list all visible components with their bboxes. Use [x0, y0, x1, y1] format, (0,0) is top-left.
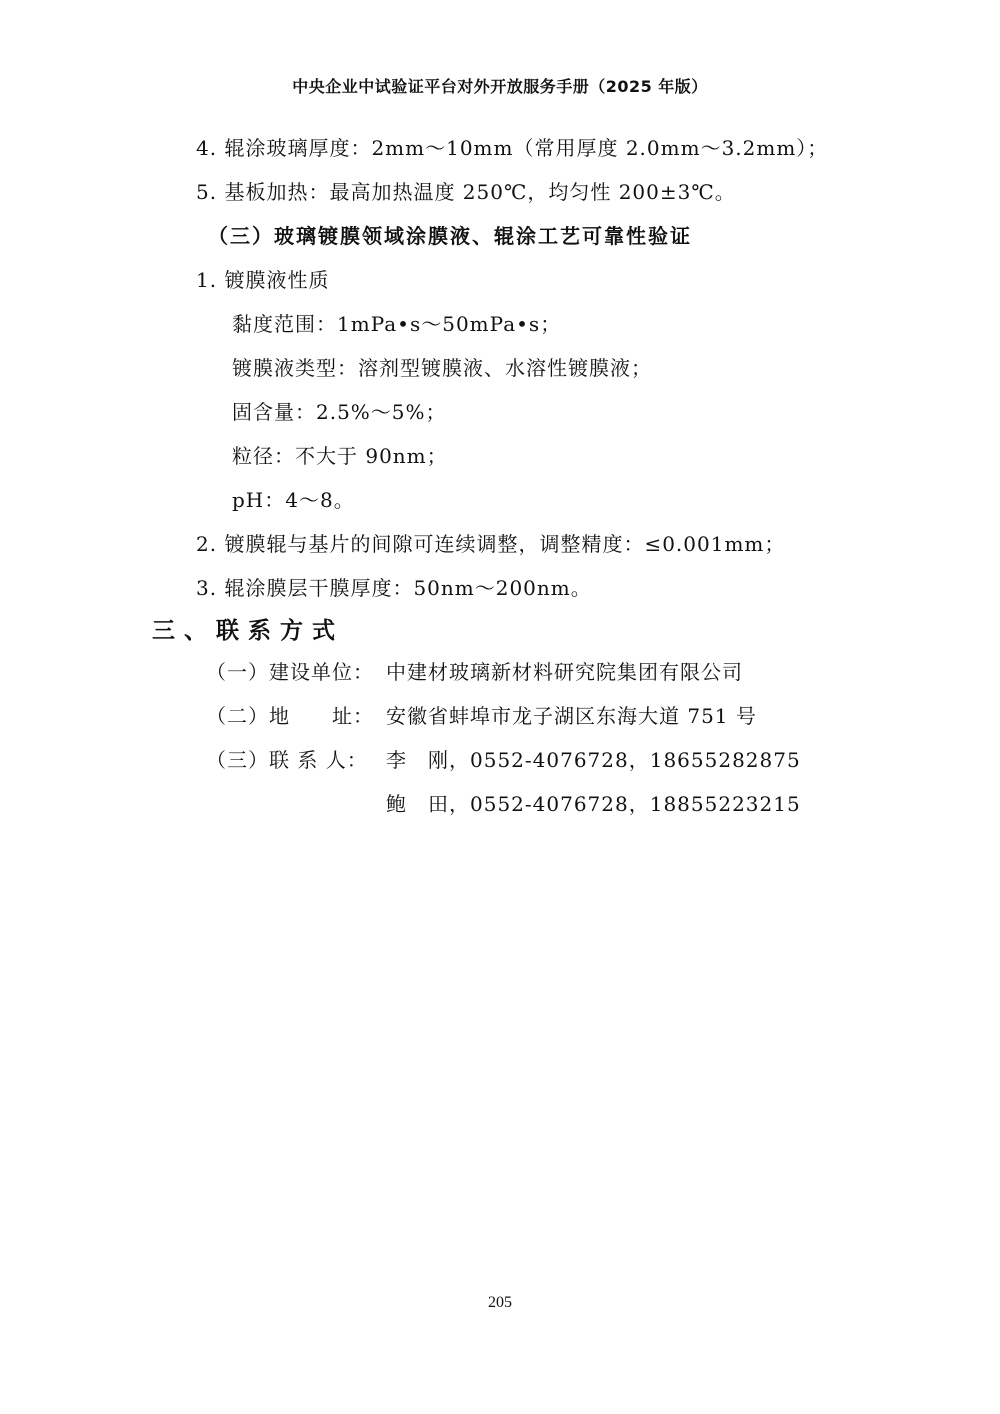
contact-person-label: （三）联 系 人：	[206, 748, 368, 772]
address-value: 安徽省蚌埠市龙子湖区东海大道 751 号	[386, 704, 757, 728]
dry-film-thickness: 3. 辊涂膜层干膜厚度：50nm～200nm。	[196, 576, 592, 600]
unit-value: 中建材玻璃新材料研究院集团有限公司	[386, 660, 743, 684]
roller-gap-adjustment: 2. 镀膜辊与基片的间隙可连续调整，调整精度：≤0.001mm；	[196, 532, 786, 556]
coating-liquid-properties-title: 1. 镀膜液性质	[196, 268, 330, 292]
page-number: 205	[488, 1294, 512, 1311]
contact-person-1: 李 刚，0552-4076728，18655282875	[386, 748, 801, 772]
item-4-roller-glass-thickness: 4. 辊涂玻璃厚度：2mm～10mm（常用厚度 2.0mm～3.2mm）；	[196, 136, 829, 160]
contact-unit-row	[206, 658, 743, 686]
section-heading-contact: 三、联系方式	[152, 618, 344, 644]
coating-liquid-type: 镀膜液类型：溶剂型镀膜液、水溶性镀膜液；	[232, 356, 652, 380]
contact-person-2: 鲍 田，0552-4076728，18855223215	[386, 792, 801, 816]
contact-address-row	[206, 702, 757, 730]
solid-content: 固含量：2.5%～5%；	[232, 400, 447, 424]
contact-person-row	[206, 746, 801, 774]
ph-range: pH：4～8。	[232, 488, 355, 512]
address-label: （二）地 址：	[206, 704, 374, 728]
item-5-substrate-heating: 5. 基板加热：最高加热温度 250℃，均匀性 200±3℃。	[196, 180, 736, 204]
particle-size: 粒径：不大于 90nm；	[232, 444, 448, 468]
unit-label: （一）建设单位：	[206, 660, 374, 684]
page-header: 中央企业中试验证平台对外开放服务手册（2025 年版）	[292, 77, 708, 96]
viscosity-range: 黏度范围：1mPa•s～50mPa•s；	[232, 312, 562, 336]
subsection-heading: （三）玻璃镀膜领域涂膜液、辊涂工艺可靠性验证	[208, 224, 692, 248]
